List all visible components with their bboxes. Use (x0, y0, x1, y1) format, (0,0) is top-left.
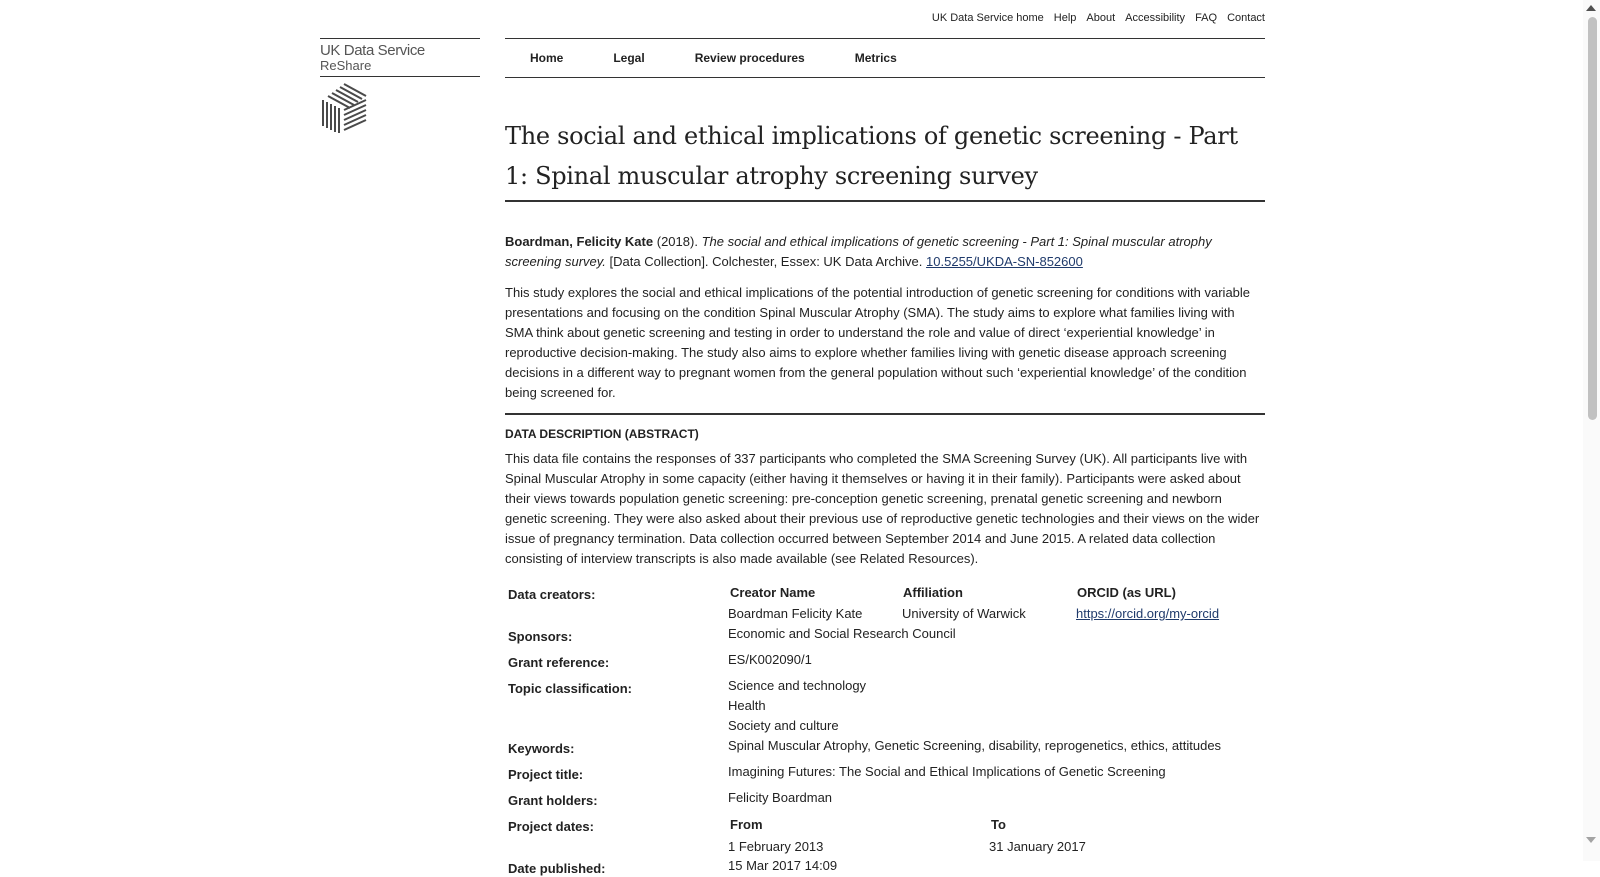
main-nav (505, 38, 1265, 78)
label-data-creators: Data creators: (508, 587, 596, 602)
creator-orcid-link[interactable]: https://orcid.org/my-orcid (1076, 606, 1220, 621)
site-brand[interactable] (320, 38, 480, 77)
row-project-dates (505, 809, 1265, 854)
creator-affiliation: University of Warwick (902, 606, 1026, 621)
header-orcid: ORCID (as URL) (1077, 585, 1176, 600)
nav-metrics[interactable]: Metrics (854, 51, 897, 65)
brand-name: UK Data Service (320, 42, 425, 59)
scroll-up-icon[interactable] (1586, 5, 1596, 11)
header-creator-name: Creator Name (730, 585, 816, 600)
label-grant-reference: Grant reference: (508, 655, 610, 670)
citation-publisher: [Data Collection]. Colchester, Essex: UK Data Archive. (609, 254, 923, 269)
brand-subname: ReShare (320, 58, 372, 73)
row-keywords (505, 731, 1265, 757)
link-contact[interactable]: Contact (1227, 12, 1265, 24)
value-project-title: Imagining Futures: The Social and Ethical Implications of Genetic Screening (728, 764, 1166, 779)
label-grant-holders: Grant holders: (508, 793, 598, 808)
nav-legal[interactable]: Legal (613, 51, 645, 65)
row-topic-classification (505, 671, 1265, 731)
value-date-published: 15 Mar 2017 14:09 (728, 858, 838, 873)
page-title: The social and ethical implications of genetic screening - Part 1: Spinal muscular atrophy screening survey (505, 116, 1265, 202)
label-sponsors: Sponsors: (508, 629, 573, 644)
value-date-to: 31 January 2017 (989, 839, 1086, 854)
metadata-table (505, 577, 1265, 877)
abstract-heading: DATA DESCRIPTION (ABSTRACT) (505, 427, 699, 441)
value-grant-holders: Felicity Boardman (728, 790, 833, 805)
link-about[interactable]: About (1086, 12, 1116, 24)
doi-link[interactable]: 10.5255/UKDA-SN-852600 (926, 254, 1083, 269)
header-date-to: To (991, 817, 1006, 832)
nav-review-procedures[interactable]: Review procedures (694, 51, 805, 65)
label-date-published: Date published: (508, 861, 606, 876)
citation-author: Boardman, Felicity Kate (505, 234, 654, 249)
abstract-text: This data file contains the responses of 337 participants who completed the SMA Screening Survey (UK). All participants live with Spinal Muscular Atrophy in some capacity (either having it themselves or having it in their family). Participants were asked about their views towards population genetic screening: pre-conception genetic screening, prenatal genetic screening and newborn genetic screening. They were also asked about their previous use of reproductive genetic technologies and their views on the wider issue of pregnancy termination. Data collection occurred between September 2014 and June 2015. A related data collection consisting of interview transcripts is also made available (see Related Resources). (505, 451, 1260, 566)
creator-name: Boardman Felicity Kate (728, 606, 863, 621)
row-grant-holders (505, 783, 1265, 809)
row-sponsors (505, 619, 1265, 645)
main-content (505, 116, 1265, 877)
citation-year: (2018). (656, 234, 698, 249)
link-accessibility[interactable]: Accessibility (1125, 12, 1186, 24)
row-project-title (505, 757, 1265, 783)
row-date-published (505, 851, 1265, 877)
label-keywords: Keywords: (508, 741, 575, 756)
header-affiliation: Affiliation (903, 585, 963, 600)
study-summary: This study explores the social and ethical implications of the potential introduction of genetic screening for conditions with variable presentations and focusing on the condition Spinal Muscular Atrophy (SMA). The study aims to explore what families living with SMA think about genetic screening and testing in order to understand the role and value of direct ‘experiential knowledge’ in reproductive decision-making. The study also aims to explore whether families living with genetic disease approach screening decisions in a different way to pregnant women from the general population without such ‘experiential knowledge’ of the condition being screened for. (505, 283, 1265, 415)
label-project-title: Project title: (508, 767, 584, 782)
page-scrollbar[interactable] (1583, 0, 1600, 861)
scroll-down-icon[interactable] (1586, 837, 1596, 843)
value-date-from: 1 February 2013 (728, 839, 824, 854)
value-sponsors: Economic and Social Research Council (728, 626, 956, 641)
citation-title: The social and ethical implications of genetic screening - Part 1: Spinal muscular atrophy screening survey. (505, 234, 1212, 269)
link-uk-data-service-home[interactable]: UK Data Service home (931, 12, 1044, 24)
value-keywords: Spinal Muscular Atrophy, Genetic Screening, disability, reprogenetics, ethics, attitudes (728, 738, 1222, 753)
value-grant-reference: ES/K002090/1 (728, 652, 812, 667)
topic-item: Science and technology (728, 678, 867, 693)
topic-item: Health (728, 698, 766, 713)
link-faq[interactable]: FAQ (1195, 12, 1218, 24)
label-project-dates: Project dates: (508, 819, 594, 834)
header-date-from: From (730, 817, 763, 832)
nav-home[interactable]: Home (530, 51, 564, 65)
top-utility-links (932, 12, 1265, 24)
row-grant-reference (505, 645, 1265, 671)
citation (505, 232, 1265, 272)
link-help[interactable]: Help (1053, 12, 1077, 24)
label-topic-classification: Topic classification: (508, 681, 633, 696)
row-data-creators (505, 577, 1265, 619)
reshare-logo-icon (320, 82, 368, 134)
scroll-thumb[interactable] (1588, 17, 1597, 420)
topic-item: Society and culture (728, 718, 839, 733)
